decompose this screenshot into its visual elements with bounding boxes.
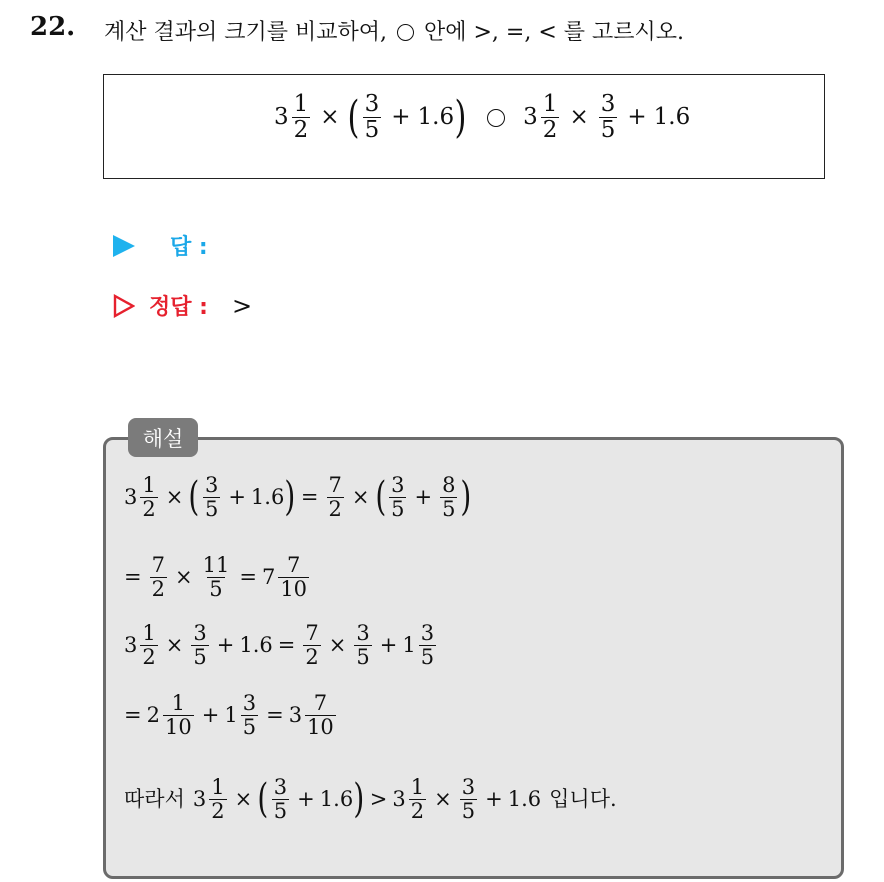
times-sign: × (320, 104, 340, 131)
decimal: 1.6 (653, 104, 691, 131)
explanation-conclusion (124, 776, 617, 823)
whole-number: 1 (402, 633, 416, 658)
decimal: 1.6 (417, 104, 455, 131)
fraction: $\frac{3}{5}$ (356, 621, 370, 670)
whole-number: 3 (392, 787, 406, 812)
fraction: $\frac{3}{5}$ (193, 621, 207, 670)
plus-sign: + (414, 485, 433, 510)
fraction: $\frac{1}{2}$ (410, 775, 425, 824)
right-paren: ) (353, 775, 365, 822)
equals-sign: = (300, 485, 319, 510)
fraction: $\frac{3}{5}$ (273, 775, 288, 824)
comparison-expression (272, 92, 690, 144)
left-paren: ( (347, 91, 360, 143)
times-sign: × (351, 485, 370, 510)
explanation-tab: 해설 (128, 418, 198, 457)
plus-sign: + (627, 104, 647, 131)
fraction: $\frac{7}{2}$ (151, 553, 165, 602)
plus-sign: + (228, 485, 246, 510)
right-paren: ) (284, 473, 296, 520)
fraction: $\frac{1}{2}$ (542, 91, 558, 144)
fraction: $\frac{7}{10}$ (307, 691, 334, 740)
fraction: $\frac{3}{5}$ (204, 473, 219, 522)
comparison-circle-icon[interactable] (487, 109, 505, 127)
fraction: $\frac{3}{5}$ (461, 775, 476, 824)
fraction: $\frac{7}{10}$ (280, 553, 308, 602)
decimal: 1.6 (250, 485, 285, 510)
left-paren: ( (374, 473, 386, 520)
times-sign: × (328, 633, 347, 658)
times-sign: × (165, 633, 184, 658)
left-paren: ( (188, 473, 200, 520)
plus-sign: + (216, 633, 235, 658)
left-paren: ( (257, 775, 269, 822)
circle-icon (397, 24, 414, 41)
whole-number: 3 (192, 787, 207, 812)
explanation-line-2 (124, 554, 312, 601)
explanation-line-4 (124, 692, 339, 739)
times-sign: × (434, 787, 452, 812)
plus-sign: + (391, 104, 411, 131)
correct-label: 정답 : (149, 295, 208, 320)
fraction: $\frac{3}{5}$ (600, 91, 616, 144)
whole-number: 3 (523, 104, 538, 131)
question-text-before: 계산 결과의 크기를 비교하여, (104, 20, 387, 45)
plus-sign: + (201, 703, 220, 728)
explanation-line-3 (124, 622, 439, 669)
fraction: $\frac{11}{5}$ (202, 553, 230, 602)
answer-row (113, 230, 208, 261)
fraction: $\frac{1}{2}$ (211, 775, 225, 824)
correct-answer-row (113, 290, 252, 321)
correct-value: > (231, 291, 253, 320)
whole-number: 3 (124, 633, 138, 658)
fraction: $\frac{3}{5}$ (242, 691, 257, 740)
fraction: $\frac{1}{10}$ (164, 691, 192, 740)
whole-number: 1 (224, 703, 238, 728)
times-sign: × (165, 485, 184, 510)
decimal: 1.6 (239, 633, 273, 658)
fraction: $\frac{7}{2}$ (328, 473, 342, 522)
decimal: 1.6 (507, 787, 542, 812)
equals-sign: = (266, 703, 284, 728)
greater-than-sign: > (369, 787, 388, 812)
equals-sign: = (124, 565, 142, 590)
right-paren: ) (454, 91, 467, 143)
whole-number: 2 (146, 703, 160, 728)
explanation-line-1 (124, 474, 472, 521)
question-text-after: 안에 >, =, < 를 고르시오. (424, 20, 685, 45)
fraction: $\frac{3}{5}$ (391, 473, 405, 522)
fraction: $\frac{3}{5}$ (364, 91, 380, 144)
whole-number: 3 (288, 703, 303, 728)
fraction: $\frac{1}{2}$ (142, 473, 156, 522)
whole-number: 7 (261, 565, 276, 590)
fraction: $\frac{7}{2}$ (305, 621, 319, 670)
conclusion-prefix: 따라서 (124, 787, 185, 812)
conclusion-suffix: 입니다. (549, 787, 617, 812)
play-triangle-icon (113, 235, 135, 257)
fraction: $\frac{8}{5}$ (442, 473, 456, 522)
times-sign: × (234, 787, 253, 812)
whole-number: 3 (124, 485, 138, 510)
answer-label: 답 : (170, 235, 208, 260)
whole-number: 3 (274, 104, 289, 131)
equals-sign: = (239, 565, 257, 590)
right-paren: ) (460, 473, 472, 520)
equals-sign: = (124, 703, 142, 728)
times-sign: × (174, 565, 193, 590)
plus-sign: + (379, 633, 398, 658)
fraction: $\frac{3}{5}$ (420, 621, 435, 670)
fraction: $\frac{1}{2}$ (142, 621, 156, 670)
question-text (104, 15, 684, 46)
plus-sign: + (297, 787, 315, 812)
fraction: $\frac{1}{2}$ (293, 91, 309, 144)
question-number: 22. (30, 12, 76, 42)
equals-sign: = (277, 633, 296, 658)
decimal: 1.6 (319, 787, 354, 812)
outline-triangle-icon (113, 294, 135, 318)
times-sign: × (569, 104, 589, 131)
plus-sign: + (485, 787, 503, 812)
